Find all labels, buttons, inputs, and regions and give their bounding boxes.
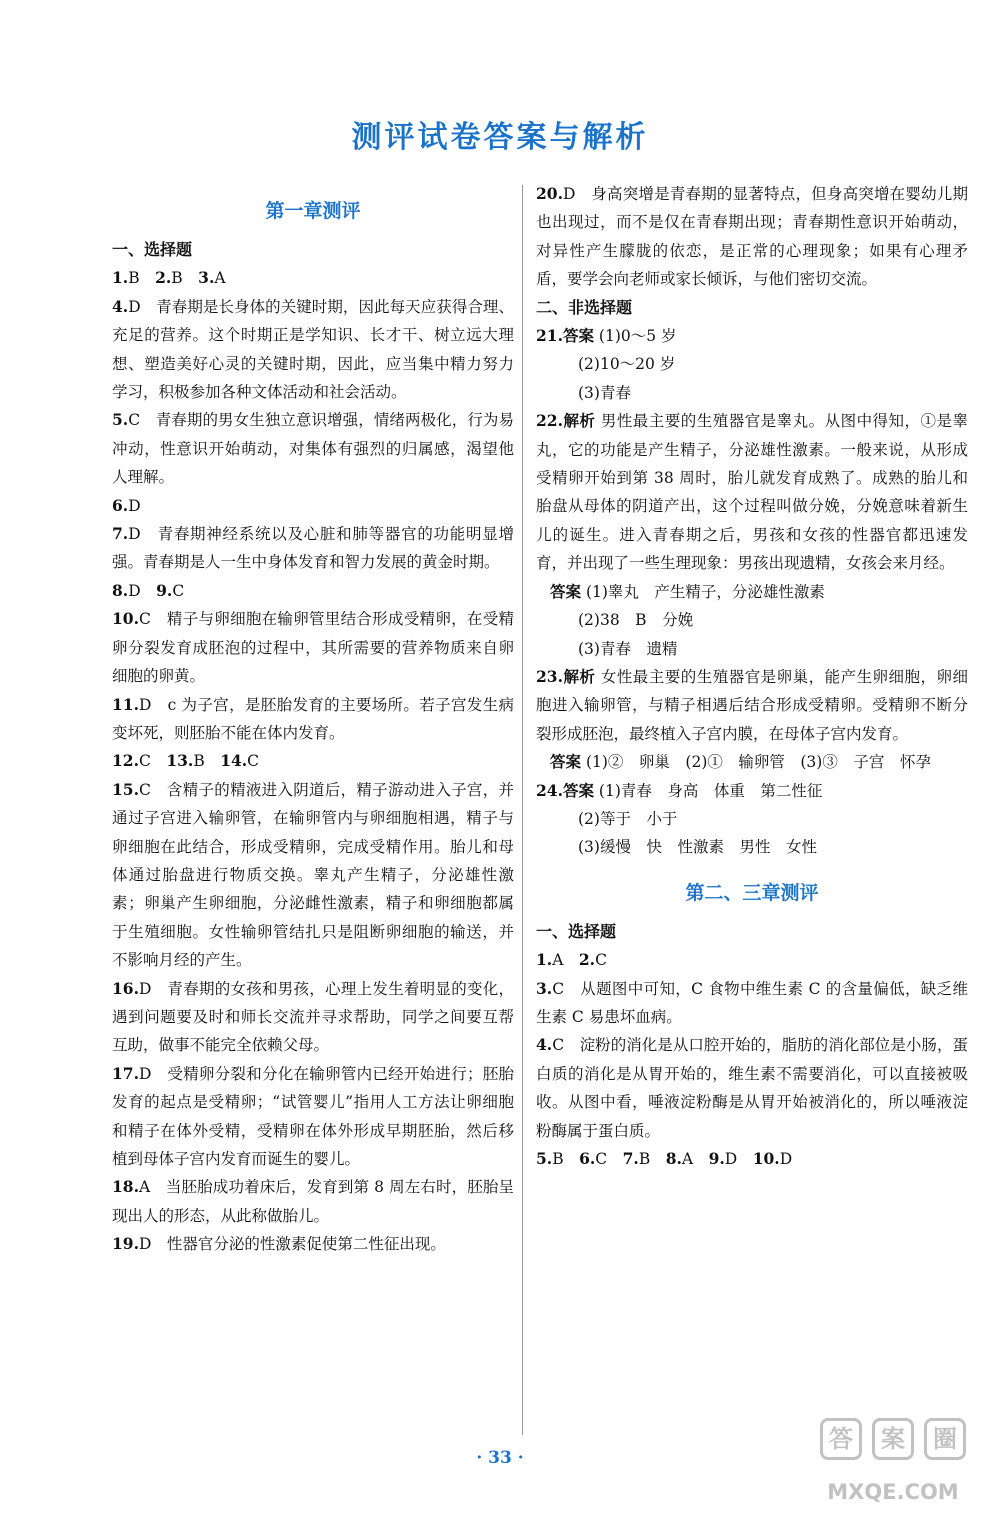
q-ans: D [724, 1150, 738, 1168]
q-ans: B [552, 1150, 564, 1168]
q-num: 6. [112, 495, 129, 515]
answer-10 [112, 605, 514, 690]
q-text: D 身高突增是青春期的显著特点，但身高突增在婴幼儿期也出现过，而不是仅在青春期出现；青春期性意识开始萌动，对异性产生朦胧的依恋，是正常的心理现象；如果有心理矛盾，要学会向老师或家长倾诉，与他们密切交流。 [536, 185, 968, 289]
q-num: 3. [198, 268, 215, 288]
watermark-char: 圈 [924, 1418, 966, 1460]
q-num: 10. [112, 609, 139, 629]
answer-11 [112, 691, 514, 748]
q-ans: D [779, 1150, 793, 1168]
answer-row-8-9 [112, 577, 514, 605]
answer-5 [112, 406, 514, 491]
q-num: 23. [536, 666, 563, 686]
q-ans: B [171, 269, 183, 288]
q-num: 17. [112, 1063, 139, 1083]
left-column [112, 180, 514, 1259]
q-num: 1. [536, 950, 553, 970]
answer-label: 答案 [562, 327, 594, 346]
q-text: C 含精子的精液进入阴道后，精子游动进入子宫，并通过子宫进入输卵管，在输卵管内与卵细胞相遇，精子与卵细胞在此结合，形成受精卵，完成受精作用。胎儿和母体通过胎盘进行物质交换。睾丸产生精子，分泌雄性激素；卵巢产生卵细胞，分泌雌性激素，精子和卵细胞都属于生殖细胞。女性输卵管结扎只是阻断卵细胞的输送，并不影响月经的产生。 [112, 780, 514, 970]
answer-17 [112, 1060, 514, 1174]
answer-16 [112, 975, 514, 1060]
right-column [536, 180, 968, 1173]
q-text: D c 为子宫，是胚胎发育的主要场所。若子宫发生病变坏死，则胚胎不能在体内发育。 [112, 695, 514, 742]
q-num: 8. [112, 580, 129, 600]
q-ans: A [681, 1150, 694, 1168]
q-text: C 从题图中可知，C 食物中维生素 C 的含量偏低，缺乏维生素 C 易患坏血病。 [536, 979, 968, 1026]
q-num: 19. [112, 1234, 139, 1254]
answer-21-line: (3)青春 [578, 383, 631, 402]
q-num: 21. [536, 326, 563, 346]
answer-21 [536, 322, 968, 350]
answer-s2-3 [536, 975, 968, 1032]
subheading-choice-2: 一、选择题 [536, 921, 617, 941]
q-text: D 受精卵分裂和分化在输卵管内已经开始进行；胚胎发育的起点是受精卵；“试管婴儿”指用人工方法让卵细胞和精子在体外受精，受精卵在体外形成早期胚胎，然后移植到母体子宫内发育而诞生的婴儿。 [112, 1064, 514, 1168]
answer-19 [112, 1230, 514, 1258]
analysis-text: 男性最主要的生殖器官是睾丸。从图中得知，①是睾丸，它的功能是产生精子，分泌雄性激素。一般来说，从形成受精卵开始到第 38 周时，胎儿就发育成熟了。成熟的胎儿和胎盘从母体的阴道产出，这个过程叫做分娩，分娩意味着新生儿的诞生。进入青春期之后，男孩和女孩的性器官都迅速发育，并出现了一些生理现象：男孩出现遗精，女孩会来月经。 [536, 412, 968, 573]
q-num: 4. [536, 1035, 553, 1055]
q-text: C 淀粉的消化是从口腔开始的，脂肪的消化部位是小肠，蛋白质的消化是从胃开始的，维生素不需要消化，可以直接被吸收。从图中看，唾液淀粉酶是从胃开始被消化的，所以唾液淀粉酶属于蛋白质。 [536, 1036, 968, 1140]
section-title-chapter-2-3: 第二、三章测评 [685, 881, 819, 904]
answer-4 [112, 293, 514, 407]
answer-row-s2-1-2 [536, 946, 968, 974]
q-num: 15. [112, 779, 139, 799]
page-number: · 33 · [476, 1448, 524, 1468]
q-text: D 青春期是长身体的关键时期，因此每天应获得合理、充足的营养。这个时期正是学知识、长才干、树立远大理想、塑造美好心灵的关键时期，因此，应当集中精力努力学习，积极参加各种文体活动和社会活动。 [112, 297, 514, 402]
answer-21-line: (2)10～20 岁 [578, 355, 676, 374]
page-title: 测评试卷答案与解析 [351, 120, 649, 155]
q-ans: C [595, 951, 607, 970]
q-num: 11. [112, 694, 139, 714]
q-ans: B [638, 1150, 651, 1168]
answer-6 [112, 492, 514, 520]
analysis-label: 解析 [562, 667, 596, 686]
q-num: 3. [536, 978, 553, 998]
answer-22-line: (3)青春 遗精 [578, 639, 678, 658]
answer-line: (1)青春 身高 体重 第二性征 [598, 781, 823, 800]
answer-line: (1)0～5 岁 [598, 327, 677, 346]
q-text: C 青春期的男女生独立意识增强，情绪两极化，行为易冲动，性意识开始萌动，对集体有强烈的归属感，渴望他人理解。 [112, 411, 514, 487]
q-ans: C [247, 752, 260, 771]
answer-23-key [536, 748, 968, 776]
answer-15 [112, 776, 514, 975]
q-num: 2. [578, 950, 596, 970]
q-num: 8. [665, 1149, 682, 1168]
q-text: D [128, 496, 141, 515]
q-num: 9. [708, 1149, 725, 1168]
q-num: 20. [536, 184, 563, 203]
column-divider [522, 185, 523, 1435]
q-num: 1. [112, 268, 129, 288]
q-num: 12. [112, 751, 139, 771]
q-text: C 精子与卵细胞在输卵管里结合形成受精卵，在受精卵分裂发育成胚泡的过程中，其所需要的营养物质来自卵细胞的卵黄。 [112, 610, 514, 686]
q-num: 6. [579, 1149, 596, 1168]
answer-s2-4 [536, 1031, 968, 1145]
answer-24-line: (3)缓慢 快 性激素 男性 女性 [578, 838, 817, 857]
q-num: 22. [536, 411, 563, 431]
q-num: 2. [155, 268, 172, 288]
answer-24-line: (2)等于 小于 [578, 809, 678, 828]
answer-18 [112, 1173, 514, 1230]
q-num: 24. [536, 780, 563, 800]
q-num: 14. [220, 751, 248, 771]
q-ans: B [193, 752, 205, 771]
watermark-char: 案 [872, 1418, 914, 1460]
q-num: 5. [112, 410, 129, 430]
answer-24 [536, 777, 968, 805]
answer-line: (1)睾丸 产生精子，分泌雄性激素 [585, 582, 825, 601]
q-text: D 青春期的女孩和男孩，心理上发生着明显的变化，遇到问题要及时和师长交流并寻求帮助，同学之间要互帮互助，做事不能完全依赖父母。 [112, 979, 514, 1055]
answer-22 [536, 407, 968, 577]
q-ans: C [595, 1150, 608, 1168]
q-ans: A [214, 269, 226, 288]
q-text: D 青春期神经系统以及心脏和肺等器官的功能明显增强。青春期是人一生中身体发育和智力发展的黄金时期。 [112, 525, 514, 572]
q-num: 4. [112, 296, 129, 316]
answer-20 [536, 180, 968, 294]
answer-row-1-3 [112, 264, 514, 292]
q-num: 10. [752, 1149, 780, 1168]
section-title-chapter-1: 第一章测评 [265, 200, 361, 222]
answer-22-key [536, 578, 968, 606]
answer-text: (1)② 卵巢 (2)① 输卵管 (3)③ 子宫 怀孕 [585, 753, 931, 772]
q-num: 7. [622, 1149, 639, 1168]
q-num: 16. [112, 978, 139, 998]
q-num: 13. [166, 751, 194, 771]
answer-7 [112, 520, 514, 577]
q-num: 7. [112, 524, 129, 544]
subheading-choice: 一、选择题 [112, 240, 193, 259]
q-num: 5. [536, 1149, 553, 1168]
watermark-url: MXQE.COM [827, 1480, 959, 1504]
analysis-label: 解析 [562, 412, 596, 431]
answer-22-line: (2)38 B 分娩 [578, 611, 694, 630]
q-text: A 当胚胎成功着床后，发育到第 8 周左右时，胚胎呈现出人的形态，从此称做胎儿。 [112, 1178, 514, 1225]
q-ans: C [138, 752, 151, 771]
watermark-logo [808, 1418, 978, 1504]
q-ans: C [172, 581, 185, 600]
q-ans: A [552, 951, 564, 970]
q-ans: D [128, 581, 141, 600]
watermark-char: 答 [820, 1418, 862, 1460]
q-text: D 性器官分泌的性激素促使第二性征出现。 [138, 1235, 446, 1254]
subheading-non-choice: 二、非选择题 [536, 297, 633, 317]
analysis-text: 女性最主要的生殖器官是卵巢，能产生卵细胞，卵细胞进入输卵管，与精子相遇后结合形成受精卵。受精卵不断分裂形成胚泡，最终植入子宫内膜，在母体子宫内发育。 [536, 667, 968, 743]
answer-label: 答案 [562, 781, 594, 800]
answer-label: 答案 [550, 753, 582, 772]
answer-row-s2-5-10 [536, 1145, 968, 1173]
answer-row-12-14 [112, 747, 514, 775]
q-num: 18. [112, 1177, 139, 1197]
q-ans: B [128, 269, 140, 288]
answer-23 [536, 663, 968, 748]
q-num: 9. [156, 580, 173, 600]
answer-label: 答案 [550, 582, 582, 601]
